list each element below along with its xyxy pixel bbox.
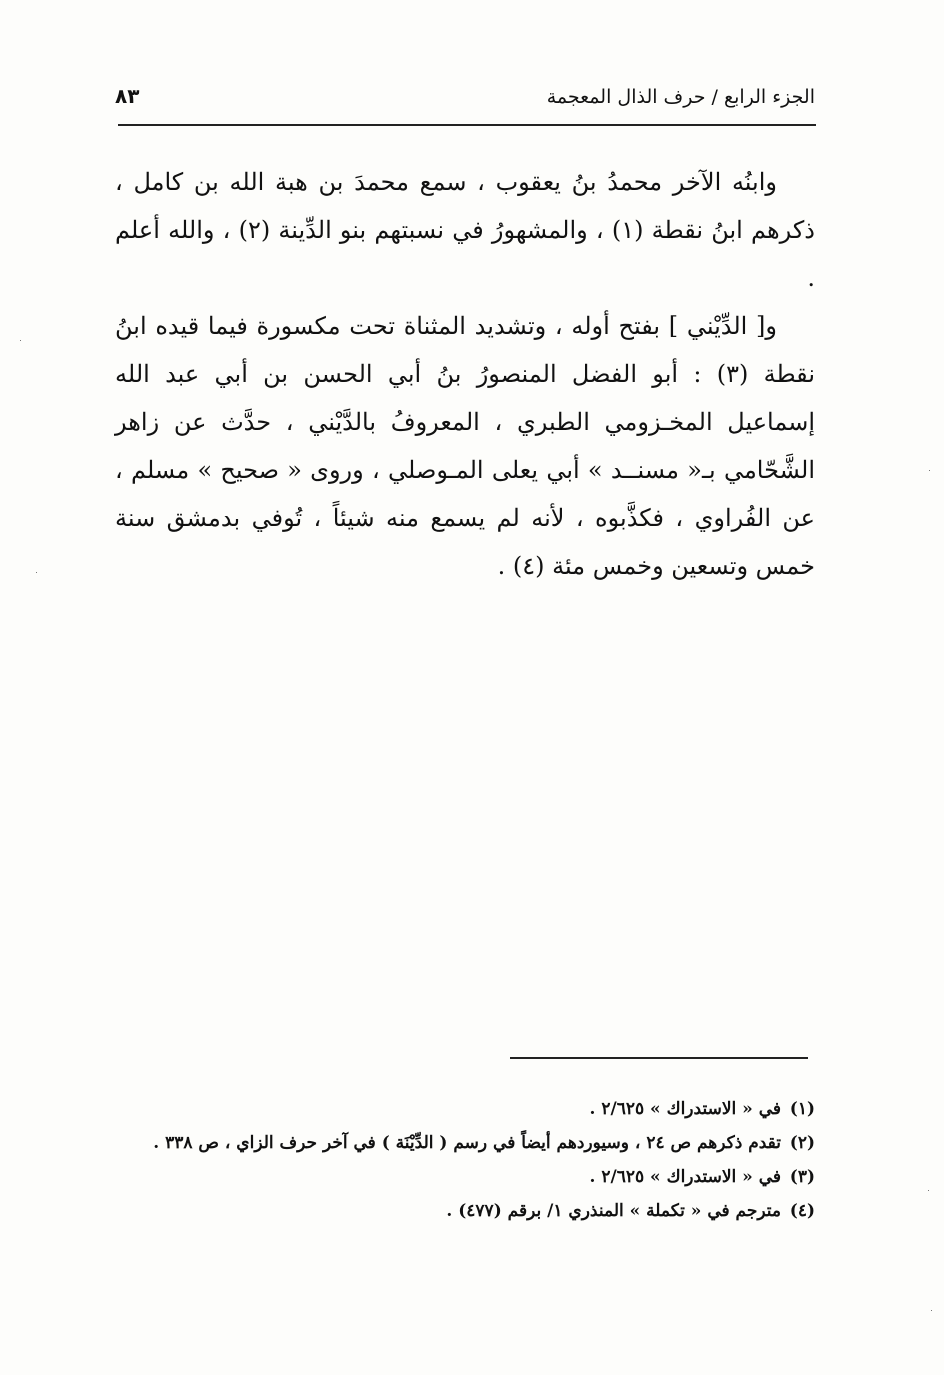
footnote-text: تقدم ذكرهم ص ٢٤ ، وسيوردهم أيضاً في رسم ( الدِّيْنَة ) في آخر حرف الزاي ، ص ٣٣٨ . <box>153 1133 781 1153</box>
page-header <box>115 80 815 116</box>
scan-speck <box>36 572 37 573</box>
running-head: الجزء الرابع / حرف الذال المعجمة <box>546 86 815 108</box>
scan-speck <box>928 1190 929 1191</box>
scan-speck <box>929 470 930 471</box>
footnotes <box>115 1092 815 1228</box>
footnote-item <box>115 1126 815 1160</box>
scan-speck <box>20 340 21 341</box>
paragraph: وابنُه الآخر محمدُ بنُ يعقوب ، سمع محمدَ بن هبة الله بن كامل ، ذكرهم ابنُ نقطة (١) ، والمشهورُ في نسبتهم بنو الدِّينة (٢) ، والله أعلم . <box>115 168 815 292</box>
footnote-number: (٣) <box>789 1167 815 1187</box>
footnote-number: (٢) <box>789 1133 815 1153</box>
footnote-text: مترجم في « تكملة » المنذري ١/ برقم (٤٧٧) . <box>446 1201 781 1221</box>
footnote-item <box>115 1160 815 1194</box>
page-number: ٨٣ <box>115 84 140 108</box>
footnote-item <box>115 1092 815 1126</box>
main-text <box>115 158 815 590</box>
footnote-number: (١) <box>789 1099 815 1119</box>
header-rule <box>118 124 816 126</box>
footnote-item <box>115 1194 815 1228</box>
footnote-text: في « الاستدراك » ٢/٦٢٥ . <box>589 1167 781 1187</box>
footnote-separator <box>510 1057 808 1059</box>
footnote-number: (٤) <box>789 1201 815 1221</box>
scan-speck <box>931 1310 932 1311</box>
footnote-text: في « الاستدراك » ٢/٦٢٥ . <box>589 1099 781 1119</box>
paragraph: و[ الدِّيْني ] بفتح أوله ، وتشديد المثناة تحت مكسورة فيما قيده ابنُ نقطة (٣) : أبو الفضل المنصورُ بنُ أبي الحسن بن أبي عبد الله إسماعيل المخـزومي الطبري ، المعروفُ بالدَّيْني ، حدَّث عن زاهر الشَّحّامي بـ« مسنــد » أبي يعلى المـوصلي ، وروى « صحيح » مسلم ، عن الفُراوي ، فكذَّبوه ، لأنه لم يسمع منه شيئاً ، تُوفي بدمشق سنة خمس وتسعين وخمس مئة (٤) . <box>115 312 815 580</box>
